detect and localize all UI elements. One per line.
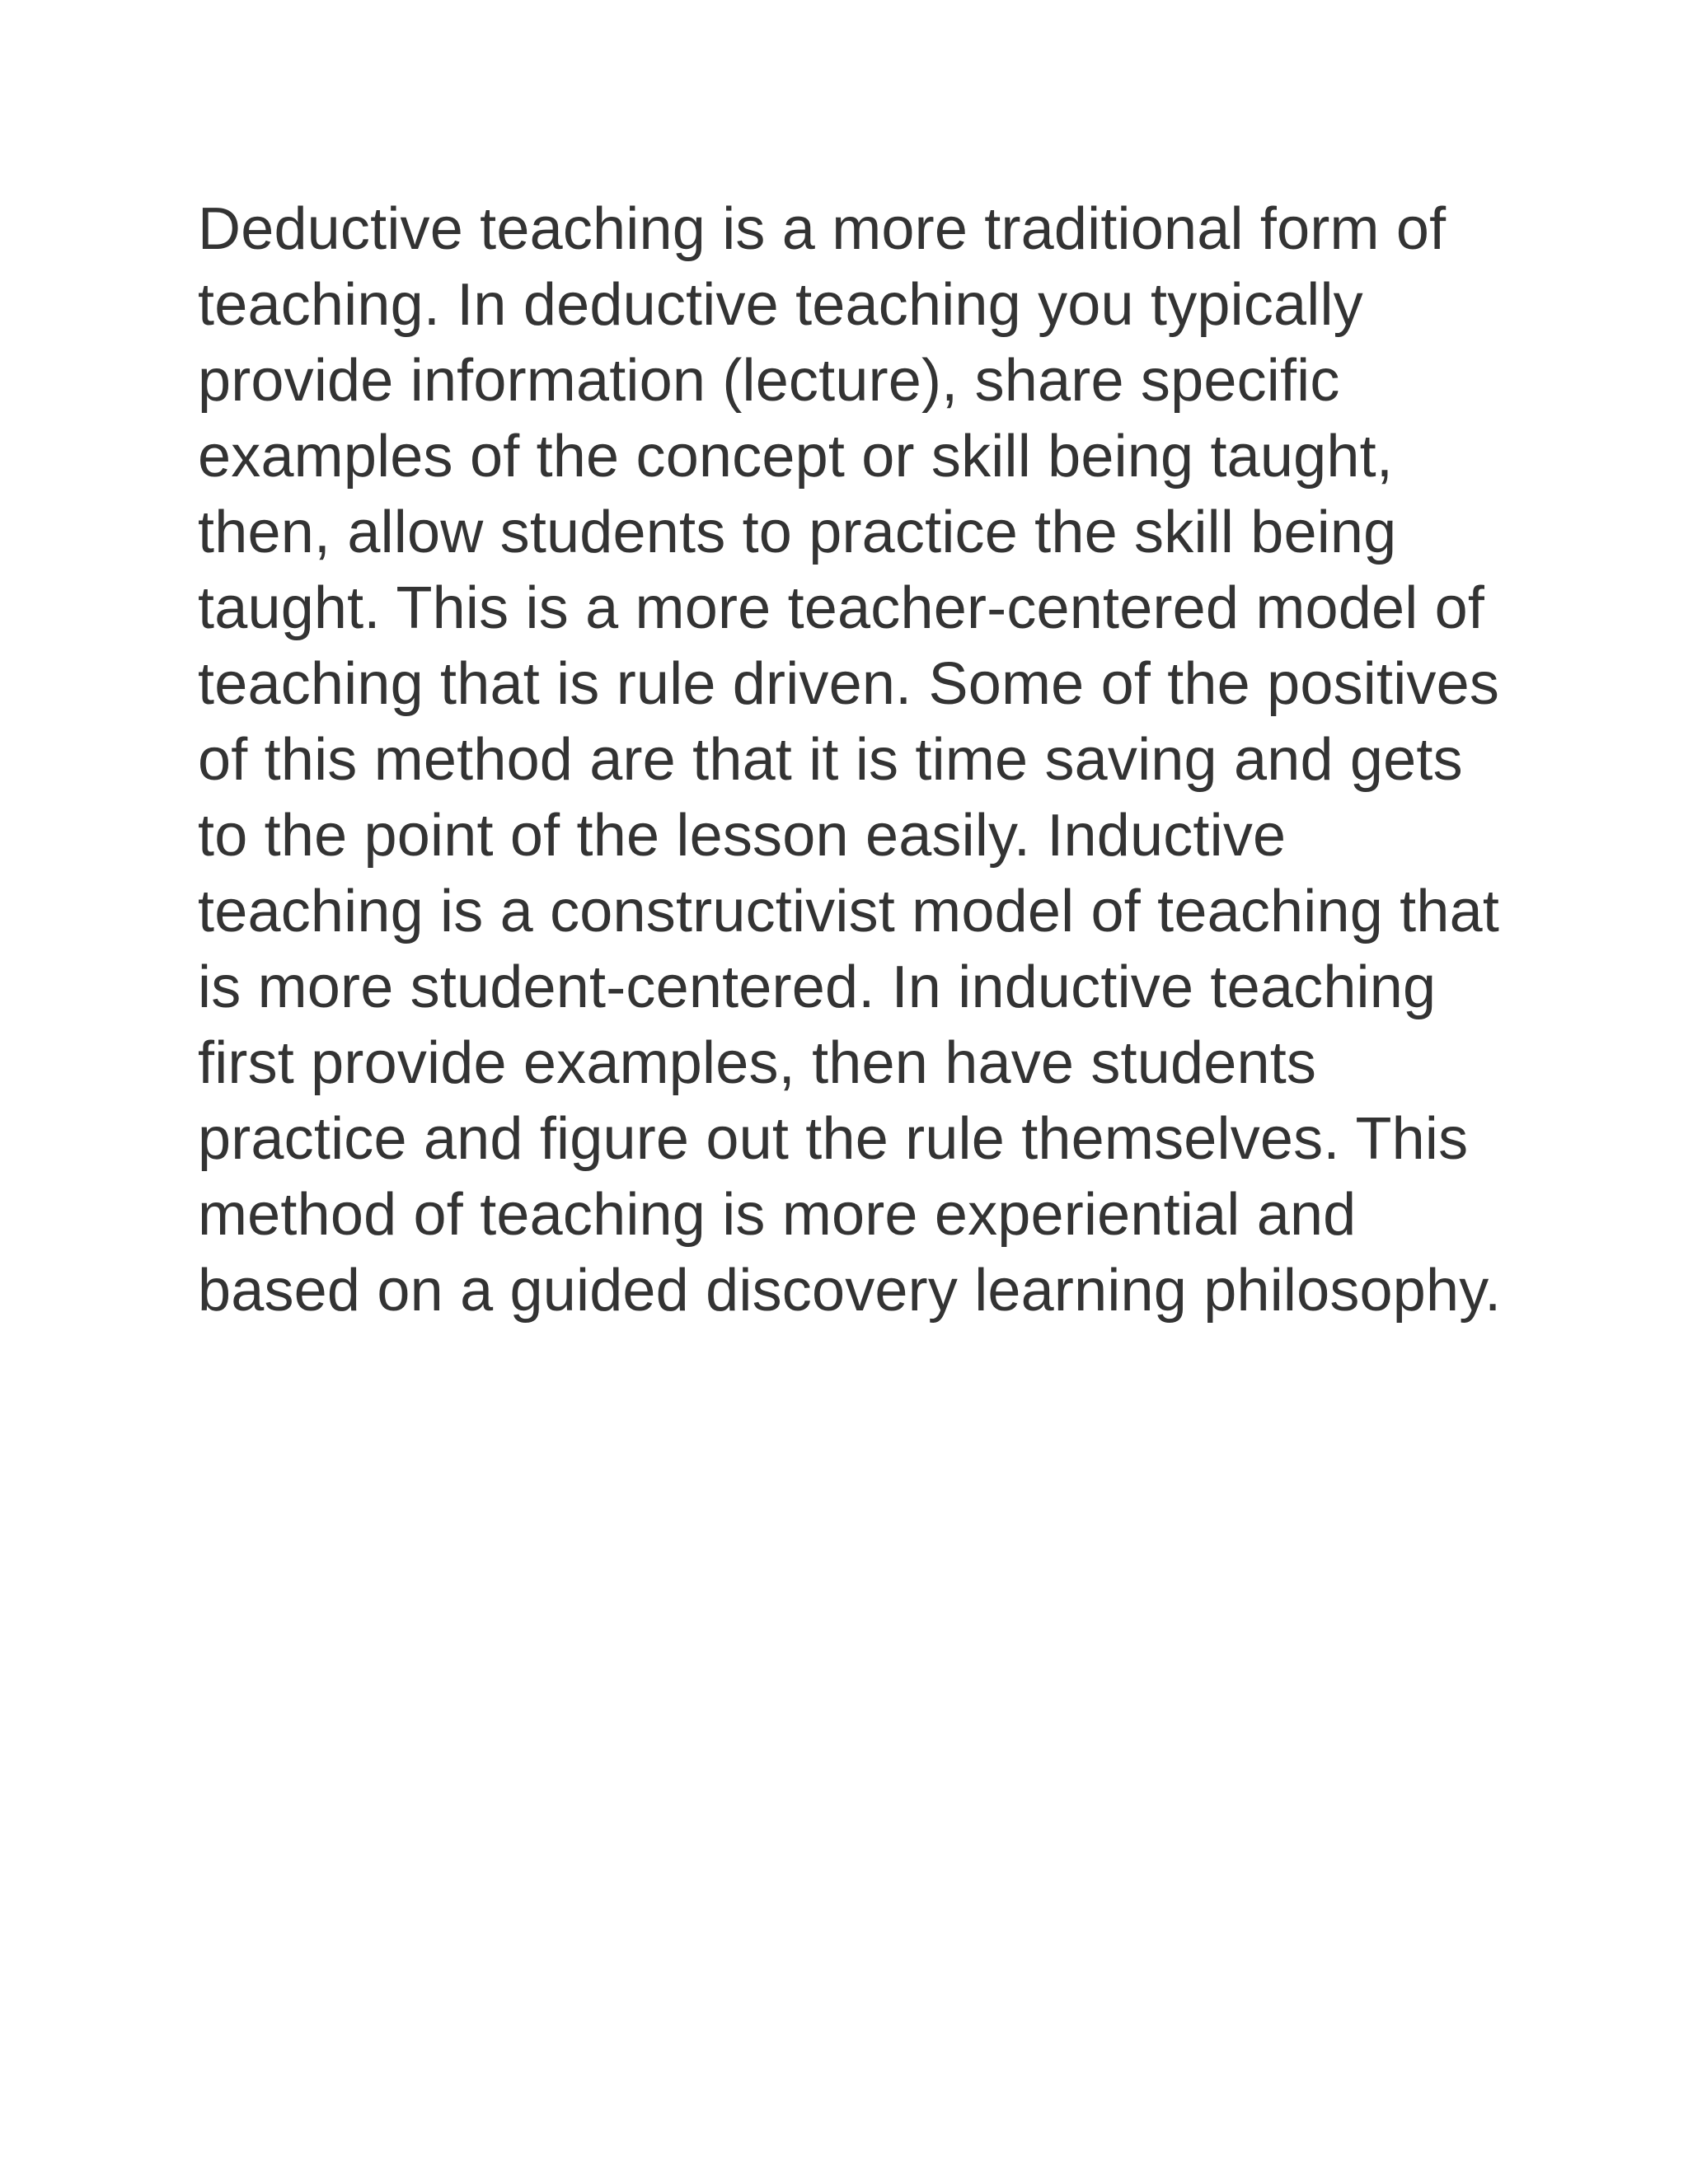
text-line-14: method of teaching is more experiential and: [198, 1182, 1357, 1248]
body-paragraph: [198, 191, 1500, 1329]
text-line-7: teaching that is rule driven. Some of the positives: [198, 651, 1500, 717]
text-line-12: first provide examples, then have students: [198, 1030, 1317, 1096]
text-line-2: teaching. In deductive teaching you typically: [198, 272, 1363, 338]
text-line-10: teaching is a constructivist model of teaching that: [198, 879, 1500, 944]
text-line-8: of this method are that it is time saving and gets: [198, 727, 1463, 793]
text-line-11: is more student-centered. In inductive teaching: [198, 954, 1437, 1020]
text-line-9: to the point of the lesson easily. Inductive: [198, 803, 1287, 869]
text-line-5: then, allow students to practice the skill being: [198, 499, 1397, 565]
text-line-1: Deductive teaching is a more traditional form of: [198, 196, 1447, 262]
text-line-13: practice and figure out the rule themselves. This: [198, 1106, 1469, 1172]
text-line-15: based on a guided discovery learning philosophy.: [198, 1258, 1502, 1324]
text-line-6: taught. This is a more teacher-centered model of: [198, 575, 1485, 641]
text-line-3: provide information (lecture), share specific: [198, 348, 1340, 414]
text-line-4: examples of the concept or skill being taught,: [198, 424, 1394, 490]
